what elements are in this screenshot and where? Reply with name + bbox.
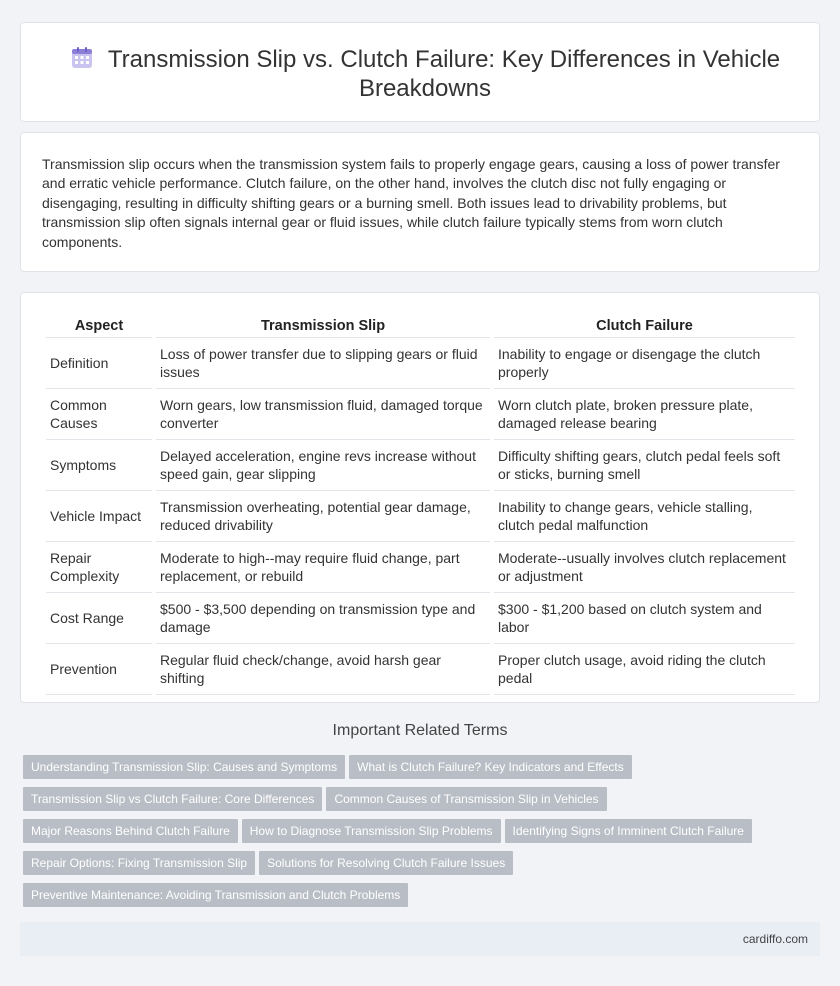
cell-aspect: Vehicle Impact: [46, 491, 152, 542]
cell-clutch-failure: Moderate--usually involves clutch replacement or adjustment: [494, 542, 795, 593]
related-terms-heading: Important Related Terms: [332, 722, 508, 739]
table-header-row: [46, 313, 795, 338]
comparison-table: [42, 313, 799, 695]
footer-bar: [20, 922, 820, 956]
cell-transmission-slip: $500 - $3,500 depending on transmission type and damage: [156, 593, 490, 644]
cell-aspect: Cost Range: [46, 593, 152, 644]
table-row: [46, 491, 795, 542]
cell-aspect: Definition: [46, 338, 152, 389]
cell-clutch-failure: Proper clutch usage, avoid riding the clutch pedal: [494, 644, 795, 695]
related-tag[interactable]: Major Reasons Behind Clutch Failure: [23, 819, 238, 843]
cell-transmission-slip: Loss of power transfer due to slipping gears or fluid issues: [156, 338, 490, 389]
related-terms-list: [23, 755, 803, 915]
cell-aspect: Prevention: [46, 644, 152, 695]
table-row: [46, 440, 795, 491]
table-row: [46, 593, 795, 644]
table-row: [46, 542, 795, 593]
cell-clutch-failure: Worn clutch plate, broken pressure plate, damaged release bearing: [494, 389, 795, 440]
cell-clutch-failure: $300 - $1,200 based on clutch system and labor: [494, 593, 795, 644]
cell-aspect: Symptoms: [46, 440, 152, 491]
header-transmission-slip: Transmission Slip: [156, 313, 490, 338]
calendar-grid-icon: [70, 46, 94, 70]
page-title: Transmission Slip vs. Clutch Failure: Key Differences in Vehicle Breakdowns: [107, 46, 781, 102]
header-clutch-failure: Clutch Failure: [494, 313, 795, 338]
intro-card: [20, 132, 820, 272]
intro-paragraph: Transmission slip occurs when the transmission system fails to properly engage gears, causing a loss of power transfer and erratic vehicle performance. Clutch failure, on the other hand, involves the clutch disc not fully engaging or disengaging, resulting in difficulty shifting gears or a burning smell. Both issues lead to drivability problems, but transmission slip often signals internal gear or fluid issues, while clutch failure typically stems from worn clutch components.: [42, 156, 780, 250]
table-row: [46, 389, 795, 440]
cell-aspect: Repair Complexity: [46, 542, 152, 593]
related-tag[interactable]: Identifying Signs of Imminent Clutch Failure: [505, 819, 752, 843]
page-title-wrap: [61, 45, 789, 103]
cell-transmission-slip: Worn gears, low transmission fluid, damaged torque converter: [156, 389, 490, 440]
related-tag[interactable]: Solutions for Resolving Clutch Failure Issues: [259, 851, 513, 875]
related-tag[interactable]: Transmission Slip vs Clutch Failure: Core Differences: [23, 787, 322, 811]
cell-transmission-slip: Transmission overheating, potential gear damage, reduced drivability: [156, 491, 490, 542]
cell-aspect: Common Causes: [46, 389, 152, 440]
related-tag[interactable]: Common Causes of Transmission Slip in Vehicles: [326, 787, 606, 811]
footer-site-link[interactable]: cardiffo.com: [742, 932, 808, 946]
related-tag[interactable]: Understanding Transmission Slip: Causes and Symptoms: [23, 755, 345, 779]
header-aspect: Aspect: [46, 313, 152, 338]
table-row: [46, 644, 795, 695]
related-tag[interactable]: What is Clutch Failure? Key Indicators and Effects: [349, 755, 632, 779]
cell-clutch-failure: Inability to engage or disengage the clutch properly: [494, 338, 795, 389]
table-row: [46, 338, 795, 389]
comparison-card: [20, 292, 820, 703]
title-card: [20, 22, 820, 122]
cell-clutch-failure: Inability to change gears, vehicle stalling, clutch pedal malfunction: [494, 491, 795, 542]
cell-transmission-slip: Delayed acceleration, engine revs increase without speed gain, gear slipping: [156, 440, 490, 491]
related-tag[interactable]: How to Diagnose Transmission Slip Problems: [242, 819, 501, 843]
cell-transmission-slip: Regular fluid check/change, avoid harsh gear shifting: [156, 644, 490, 695]
related-tag[interactable]: Repair Options: Fixing Transmission Slip: [23, 851, 255, 875]
related-tag[interactable]: Preventive Maintenance: Avoiding Transmission and Clutch Problems: [23, 883, 408, 907]
cell-transmission-slip: Moderate to high--may require fluid change, part replacement, or rebuild: [156, 542, 490, 593]
cell-clutch-failure: Difficulty shifting gears, clutch pedal feels soft or sticks, burning smell: [494, 440, 795, 491]
